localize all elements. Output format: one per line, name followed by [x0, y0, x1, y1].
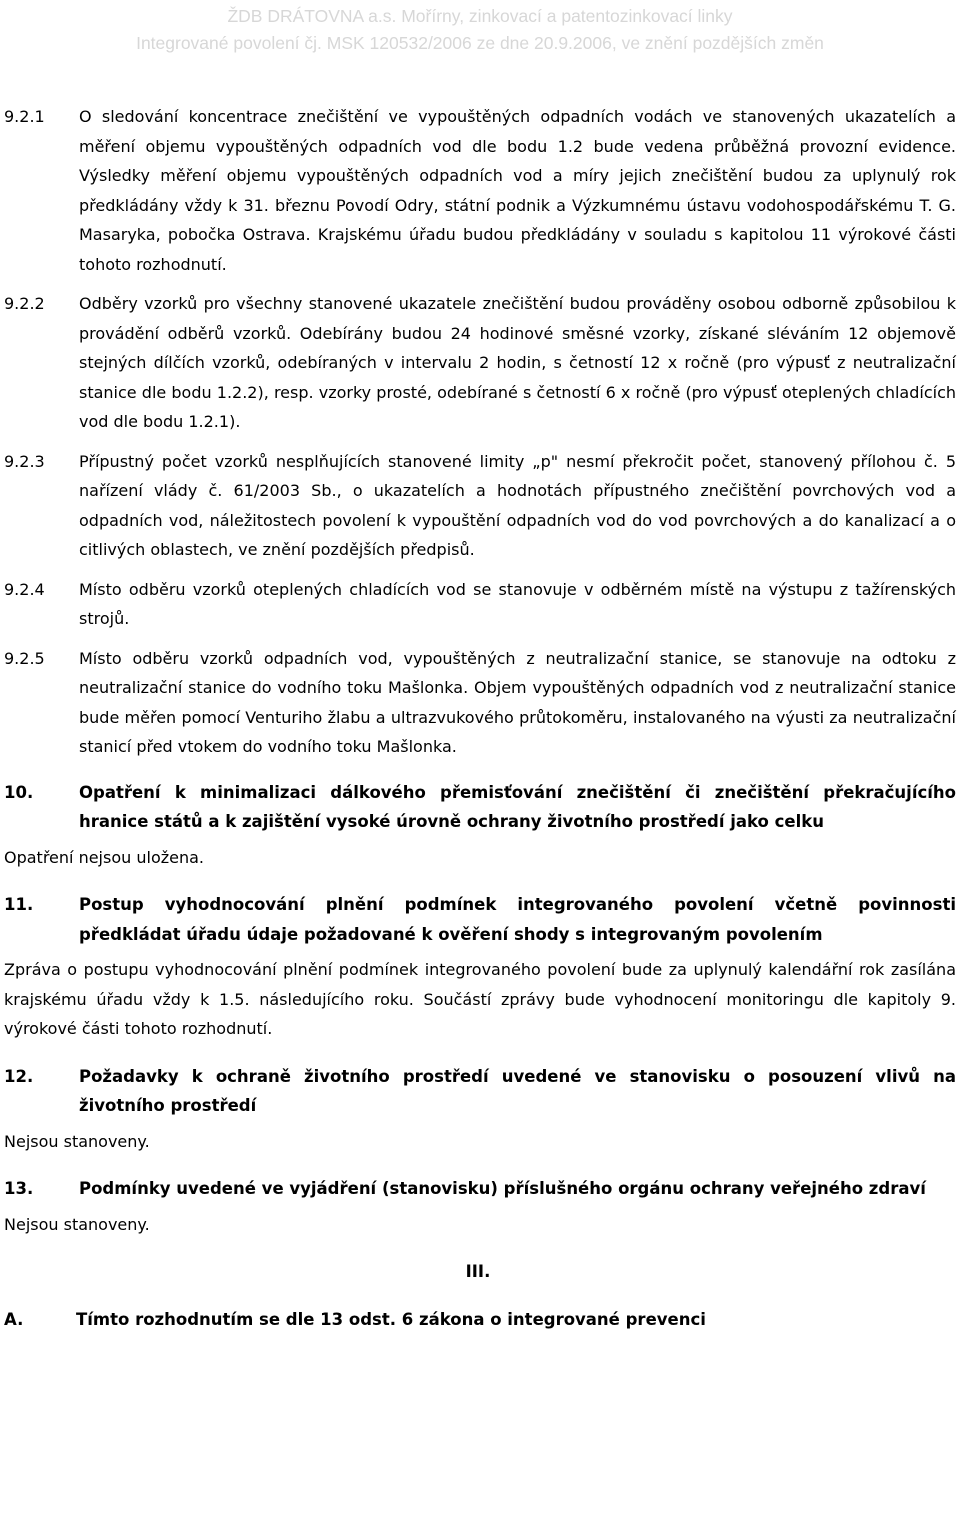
clause-number: 9.2.1	[4, 107, 45, 126]
clause-9-2-4	[4, 575, 956, 634]
clause-9-2-2	[4, 289, 956, 437]
clause-text: Místo odběru vzorků odpadních vod, vypouštěných z neutralizační stanice, se stanovuje na odtoku z neutralizační stanice do vodního toku Mašlonka. Objem vypouštěných odpadních vod z neutralizační stanice bude měřen pomocí Venturiho žlabu a ultrazvukového průtokoměru, instalovaného na výusti za neutralizační stanicí před vtokem do vodního toku Mašlonka.	[79, 648, 956, 756]
section-number: 11.	[4, 895, 34, 914]
section-title: Požadavky k ochraně životního prostředí uvedené ve stanovisku o posouzení vlivů na životního prostředí	[79, 1066, 956, 1115]
section-11-heading	[4, 890, 956, 949]
section-10-heading	[4, 778, 956, 837]
clause-text: Místo odběru vzorků oteplených chladících vod se stanovuje v odběrném místě na výstupu z tažírenských strojů.	[79, 579, 956, 628]
header-line-2: Integrované povolení čj. MSK 120532/2006 ze dne 20.9.2006, ve znění pozdějších změn	[136, 33, 824, 53]
clause-9-2-5	[4, 644, 956, 762]
section-number: 12.	[4, 1066, 34, 1086]
clause-text: Odběry vzorků pro všechny stanovené ukazatele znečištění budou prováděny osobou odborně způsobilou k provádění odběrů vzorků. Odebírány budou 24 hodinové směsné vzorky, získané sléváním 12 objemově stejných dílčích vzorků, odebíraných v intervalu 2 hodin, s četností 12 x ročně (pro výpusť z neutralizační stanice dle bodu 1.2.2), resp. vzorky prosté, odebírané s četností 6 x ročně (pro výpusť oteplených chladících vod dle bodu 1.2.1).	[79, 294, 956, 431]
clause-number: 9.2.3	[4, 451, 45, 471]
section-13-body: Nejsou stanoveny.	[4, 1214, 150, 1234]
clause-number: 9.2.2	[4, 294, 45, 313]
final-clause-number: A.	[4, 1309, 24, 1329]
document-header	[0, 3, 960, 57]
section-13-heading	[4, 1174, 956, 1204]
header-line-1: ŽDB DRÁTOVNA a.s. Mořírny, zinkovací a patentozinkovací linky	[227, 6, 733, 26]
clause-9-2-3	[4, 447, 956, 565]
clause-text: Přípustný počet vzorků nesplňujících stanovené limity „p" nesmí překročit počet, stanovený přílohou č. 5 nařízení vlády č. 61/2003 Sb., o ukazatelích a hodnotách přípustného znečištění povrchových vod a odpadních vod, náležitostech povolení k vypouštění odpadních vod do vod povrchových a do kanalizací a o citlivých oblastech, ve znění pozdějších předpisů.	[79, 451, 956, 559]
final-clause	[4, 1305, 956, 1335]
section-12-heading	[4, 1062, 956, 1121]
section-title: Podmínky uvedené ve vyjádření (stanovisku) příslušného orgánu ochrany veřejného zdraví	[79, 1179, 926, 1198]
section-title: Opatření k minimalizaci dálkového přemisťování znečištění či znečištění překračujícího hranice států a k zajištění vysoké úrovně ochrany životního prostředí jako celku	[79, 782, 956, 831]
clause-9-2-1	[4, 102, 956, 279]
clause-number: 9.2.4	[4, 579, 45, 599]
document-body	[4, 102, 956, 1334]
clause-text: O sledování koncentrace znečištění ve vypouštěných odpadních vodách ve stanovených ukazatelích a měření objemu vypouštěných odpadních vod dle bodu 1.2 bude vedena průběžná provozní evidence. Výsledky měření objemu vypouštěných odpadních vod a míry jejich znečištění budou za uplynulý rok předkládány vždy k 31. březnu Povodí Odry, státní podnik a Výzkumnému ústavu vodohospodářskému T. G. Masaryka, pobočka Ostrava. Krajskému úřadu budou předkládány v souladu s kapitolou 11 výrokové části tohoto rozhodnutí.	[79, 107, 956, 274]
section-11-body: Zpráva o postupu vyhodnocování plnění podmínek integrovaného povolení bude za uplynulý kalendářní rok zasílána krajskému úřadu vždy k 1.5. následujícího roku. Součástí zprávy bude vyhodnocení monitoringu dle kapitoly 9. výrokové části tohoto rozhodnutí.	[4, 960, 956, 1038]
section-title: Postup vyhodnocování plnění podmínek integrovaného povolení včetně povinnosti předkládat úřadu údaje požadované k ověření shody s integrovaným povolením	[79, 895, 956, 944]
final-clause-title: Tímto rozhodnutím se dle 13 odst. 6 zákona o integrované prevenci	[76, 1309, 706, 1329]
section-10-body: Opatření nejsou uložena.	[4, 847, 204, 867]
clause-number: 9.2.5	[4, 648, 45, 668]
part-heading: III.	[465, 1262, 491, 1281]
section-12-body: Nejsou stanoveny.	[4, 1131, 150, 1151]
section-number: 10.	[4, 782, 34, 802]
section-number: 13.	[4, 1179, 34, 1198]
